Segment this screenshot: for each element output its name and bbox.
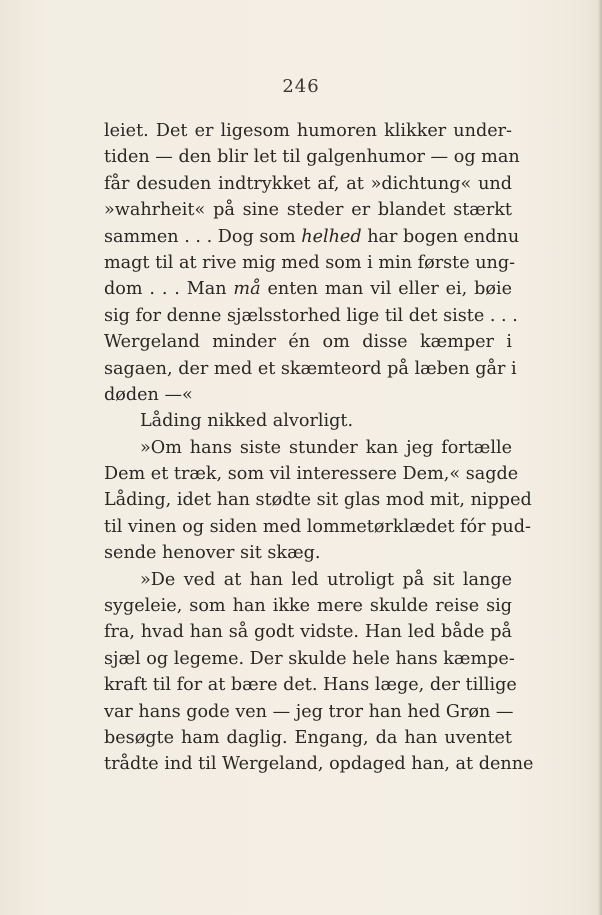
text-line: »Om hans siste stunder kan jeg fortælle: [140, 437, 512, 458]
text-line: sig for denne sjælsstorhed lige til det siste . . .: [104, 305, 518, 326]
text-line: sygeleie, som han ikke mere skulde reise sig: [104, 596, 512, 617]
text-line: leiet. Det er ligesom humoren klikker under-: [104, 121, 512, 141]
text-line: fra, hvad han så godt vidste. Han led både på: [104, 622, 512, 643]
text-line: døden —«: [104, 384, 193, 405]
emphasized-word: helhed: [301, 226, 362, 247]
text-line: sammen . . . Dog som helhed har bogen endnu: [104, 226, 520, 247]
text-line: kraft til for at bære det. Hans læge, der tillige: [104, 675, 517, 696]
text-line: Wergeland minder én om disse kæmper i: [104, 332, 512, 353]
text-line: til vinen og siden med lommetørklædet fór pud-: [104, 516, 531, 537]
text-line: »wahrheit« på sine steder er blandet stærkt: [104, 200, 512, 221]
emphasized-word: må: [233, 279, 261, 300]
page-number: 246: [282, 76, 320, 97]
text-line: får desuden indtrykket af, at »dichtung« und: [104, 173, 512, 194]
text-line: trådte ind til Wergeland, opdaged han, at denne: [104, 754, 534, 775]
text-line: sende henover sit skæg.: [104, 543, 321, 564]
text-line: Låding nikked alvorligt.: [140, 411, 354, 432]
text-line: sagaen, der med et skæmteord på læben går i: [104, 358, 517, 379]
text-line: var hans gode ven — jeg tror han hed Grøn —: [104, 701, 514, 722]
body-text: [104, 118, 534, 778]
text-line: dom . . . Man må enten man vil eller ei, bøie: [104, 279, 512, 300]
text-line: tiden — den blir let til galgenhumor — og man: [104, 147, 520, 168]
text-line: besøgte ham daglig. Engang, da han uventet: [104, 727, 512, 748]
text-line: magt til at rive mig med som i min første ung-: [104, 252, 516, 273]
page-edge-shadow: [598, 0, 602, 915]
text-line: sjæl og legeme. Der skulde hele hans kæmpe-: [104, 648, 515, 669]
text-line: Dem et træk, som vil interessere Dem,« sagde: [104, 464, 519, 485]
text-line: Låding, idet han stødte sit glas mod mit, nipped: [104, 490, 532, 511]
text-line: »De ved at han led utroligt på sit lange: [140, 569, 512, 590]
